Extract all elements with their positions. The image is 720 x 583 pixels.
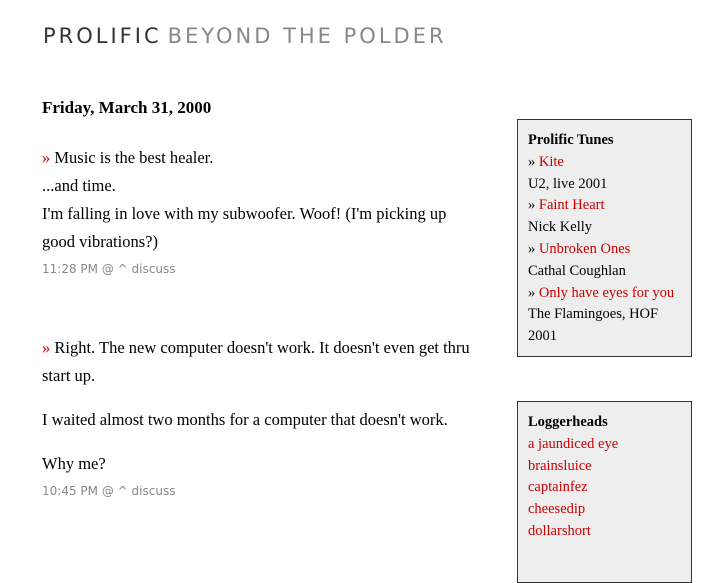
post-line: ...and time. xyxy=(42,176,116,195)
tune-link[interactable]: Faint Heart xyxy=(538,197,605,214)
raquo-marker-icon: » xyxy=(42,148,51,167)
tune-artist: U2, live 2001 xyxy=(528,175,608,192)
discuss-link[interactable]: discuss xyxy=(131,262,176,276)
raquo-marker-icon: » xyxy=(42,338,51,357)
post-time: 10:45 PM xyxy=(42,484,98,498)
post-line: Why me? xyxy=(42,454,106,473)
blog-post xyxy=(42,334,482,500)
blogroll-link[interactable]: cheesedip xyxy=(528,501,586,518)
post-meta xyxy=(42,260,482,278)
permalink-link[interactable]: ^ xyxy=(117,484,128,498)
post-line: I'm falling in love with my subwoofer. Woof! (I'm picking up good vibrations?) xyxy=(42,204,447,251)
tune-link[interactable]: Only have eyes for you xyxy=(538,284,675,301)
tune-item xyxy=(528,239,681,261)
tune-link[interactable]: Kite xyxy=(538,153,564,170)
tune-link[interactable]: Unbroken Ones xyxy=(538,240,631,257)
raquo-marker-icon: » xyxy=(528,284,536,301)
blogroll-link[interactable]: captainfez xyxy=(528,479,588,496)
tune-item xyxy=(528,152,681,174)
blogroll-link[interactable]: brainsluice xyxy=(528,457,592,474)
post-meta xyxy=(42,482,482,500)
post-line: I waited almost two months for a computer that doesn't work. xyxy=(42,410,448,429)
site-masthead[interactable] xyxy=(43,24,447,48)
blogroll-item xyxy=(528,456,681,478)
tune-artist: Nick Kelly xyxy=(528,219,593,236)
raquo-marker-icon: » xyxy=(528,153,536,170)
post-at: @ xyxy=(101,484,114,498)
permalink-link[interactable]: ^ xyxy=(117,262,128,276)
blogroll-link[interactable]: dollarshort xyxy=(528,522,591,539)
post-line xyxy=(42,144,482,172)
blogroll-item xyxy=(528,521,681,543)
raquo-marker-icon: » xyxy=(528,240,536,257)
blogroll-link[interactable]: a jaundiced eye xyxy=(528,435,619,452)
blogroll-item xyxy=(528,434,681,456)
loggerheads-box xyxy=(517,401,692,583)
tune-artist: The Flamingoes, HOF 2001 xyxy=(528,306,659,345)
post-at: @ xyxy=(101,262,114,276)
raquo-marker-icon: » xyxy=(528,197,536,214)
blogroll-item xyxy=(528,499,681,521)
blog-post xyxy=(42,144,482,278)
date-heading: Friday, March 31, 2000 xyxy=(42,98,212,117)
post-time: 11:28 PM xyxy=(42,262,98,276)
tune-item xyxy=(528,283,681,305)
tunes-box xyxy=(517,119,692,357)
post-text: Right. The new computer doesn't work. It doesn't even get thru start up. xyxy=(42,338,470,385)
tunes-title: Prolific Tunes xyxy=(528,132,614,148)
main-content xyxy=(42,96,482,498)
discuss-link[interactable]: discuss xyxy=(131,484,176,498)
post-text: Music is the best healer. xyxy=(54,148,214,167)
tune-item xyxy=(528,195,681,217)
blogroll-item xyxy=(528,477,681,499)
site-brand[interactable]: PROLIFIC xyxy=(43,24,162,48)
site-tagline: BEYOND THE POLDER xyxy=(167,24,447,48)
post-line xyxy=(42,334,482,390)
loggerheads-title: Loggerheads xyxy=(528,414,608,430)
tune-artist: Cathal Coughlan xyxy=(528,262,626,279)
